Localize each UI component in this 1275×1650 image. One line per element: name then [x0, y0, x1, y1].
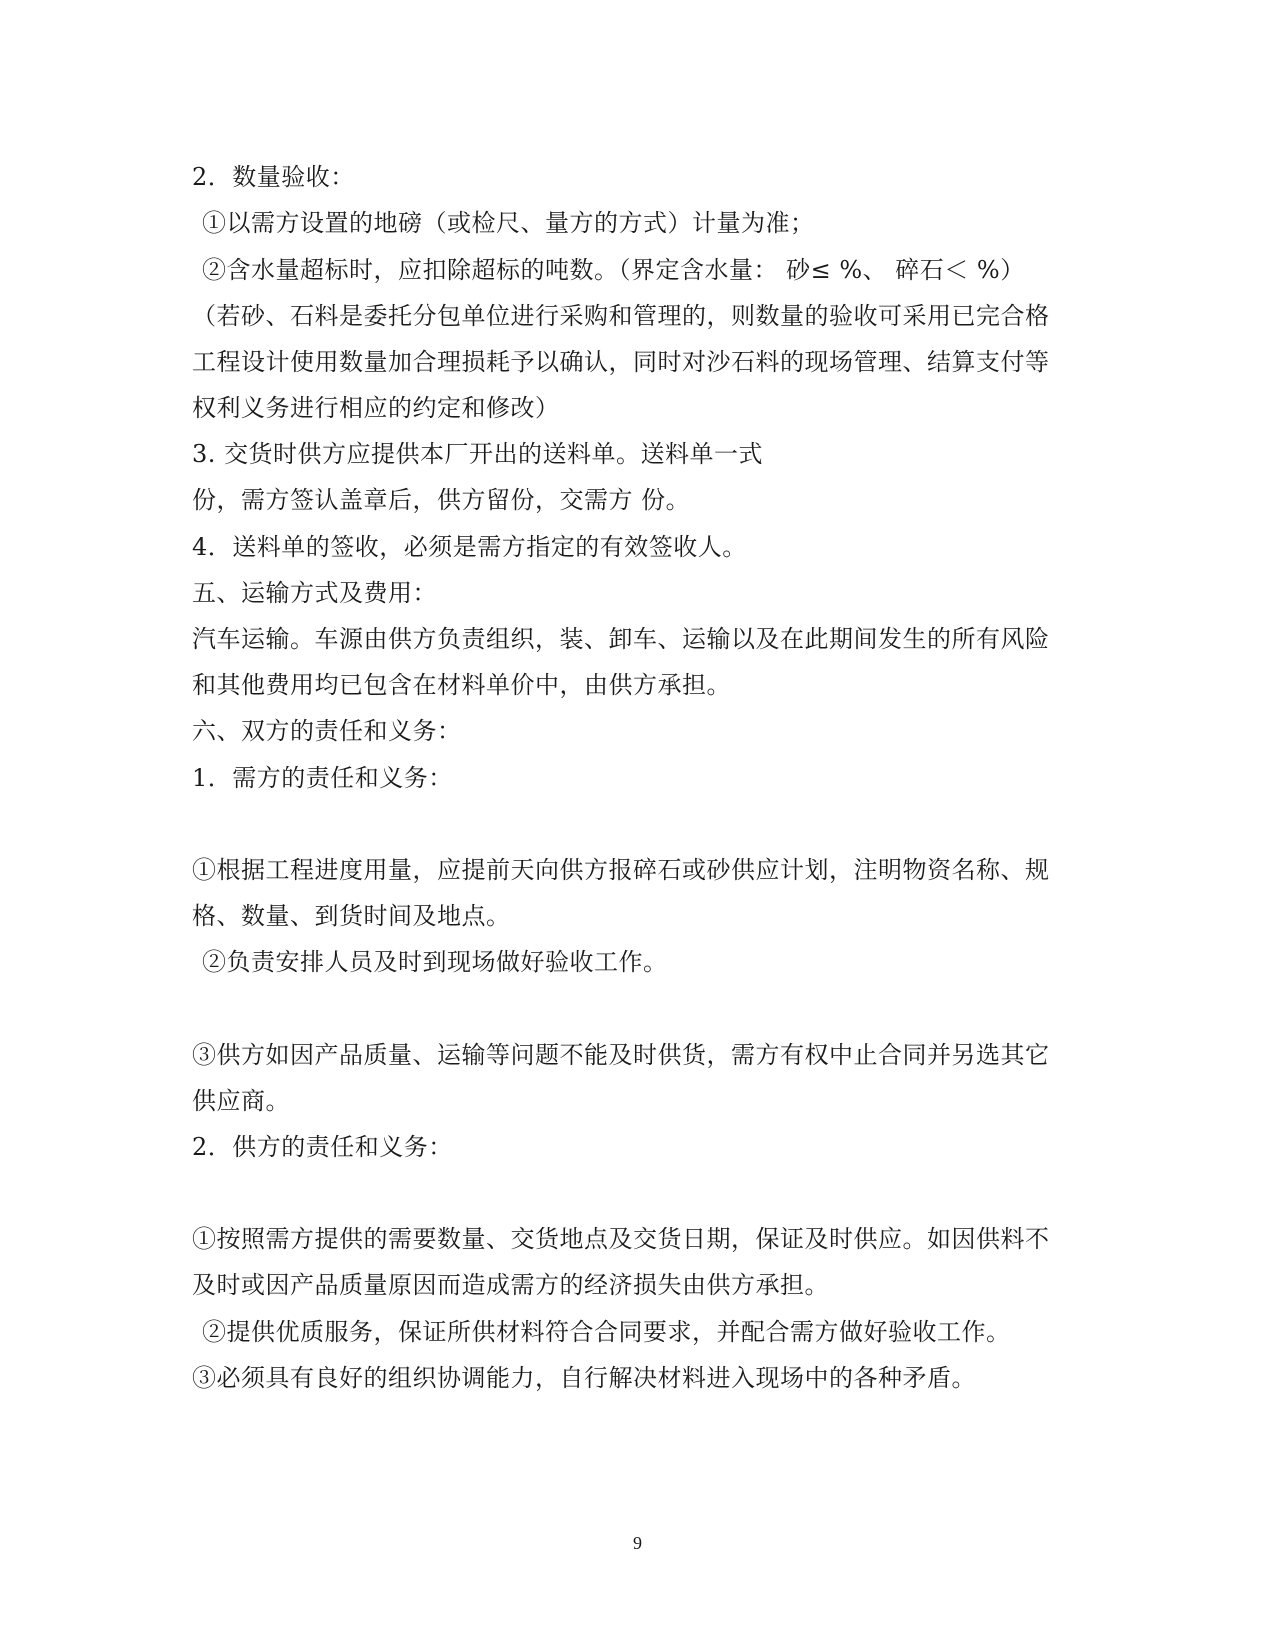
clause-weighing-standard: ①以需方设置的地磅（或检尺、量方的方式）计量为准；	[202, 209, 815, 237]
clause-buyer-termination-1: ③供方如因产品质量、运输等问题不能及时供货，需方有权中止合同并另选其它	[192, 1041, 1050, 1069]
clause-supplier-supply-2: 及时或因产品质量原因而造成需方的经济损失由供方承担。	[192, 1271, 829, 1299]
heading-responsibilities: 六、双方的责任和义务：	[192, 717, 462, 745]
clause-buyer-plan-1: ①根据工程进度用量，应提前天向供方报碎石或砂供应计划，注明物资名称、规	[192, 856, 1050, 884]
item-delivery-note-2: 份，需方签认盖章后，供方留份，交需方 份。	[192, 486, 691, 514]
paragraph-subcontract-note-1: （若砂、石料是委托分包单位进行采购和管理的，则数量的验收可采用已完合格	[192, 302, 1050, 330]
paragraph-transport-1: 汽车运输。车源由供方负责组织，装、卸车、运输以及在此期间发生的所有风险	[192, 625, 1050, 653]
item-delivery-signoff: 4．送料单的签收，必须是需方指定的有效签收人。	[192, 533, 747, 561]
clause-buyer-termination-2: 供应商。	[192, 1087, 290, 1115]
heading-transport: 五、运输方式及费用：	[192, 579, 437, 607]
paragraph-subcontract-note-3: 权利义务进行相应的约定和修改）	[192, 394, 560, 422]
clause-buyer-plan-2: 格、数量、到货时间及地点。	[192, 902, 511, 930]
clause-supplier-coordination: ③必须具有良好的组织协调能力，自行解决材料进入现场中的各种矛盾。	[192, 1364, 976, 1392]
heading-buyer-duties: 1．需方的责任和义务：	[192, 764, 453, 792]
paragraph-subcontract-note-2: 工程设计使用数量加合理损耗予以确认，同时对沙石料的现场管理、结算支付等	[192, 348, 1050, 376]
heading-supplier-duties: 2．供方的责任和义务：	[192, 1133, 453, 1161]
heading-quantity-acceptance: 2．数量验收：	[192, 163, 355, 191]
clause-buyer-acceptance: ②负责安排人员及时到现场做好验收工作。	[202, 948, 668, 976]
page-number: 9	[633, 1533, 642, 1553]
clause-moisture-deduction: ②含水量超标时，应扣除超标的吨数。（界定含水量： 砂≤ %、 碎石＜ %）	[202, 256, 1025, 284]
clause-supplier-supply-1: ①按照需方提供的需要数量、交货地点及交货日期，保证及时供应。如因供料不	[192, 1225, 1050, 1253]
item-delivery-note-1: 3. 交货时供方应提供本厂开出的送料单。送料单一式	[192, 440, 764, 468]
paragraph-transport-2: 和其他费用均已包含在材料单价中，由供方承担。	[192, 671, 731, 699]
clause-supplier-service: ②提供优质服务，保证所供材料符合合同要求，并配合需方做好验收工作。	[202, 1318, 1011, 1346]
